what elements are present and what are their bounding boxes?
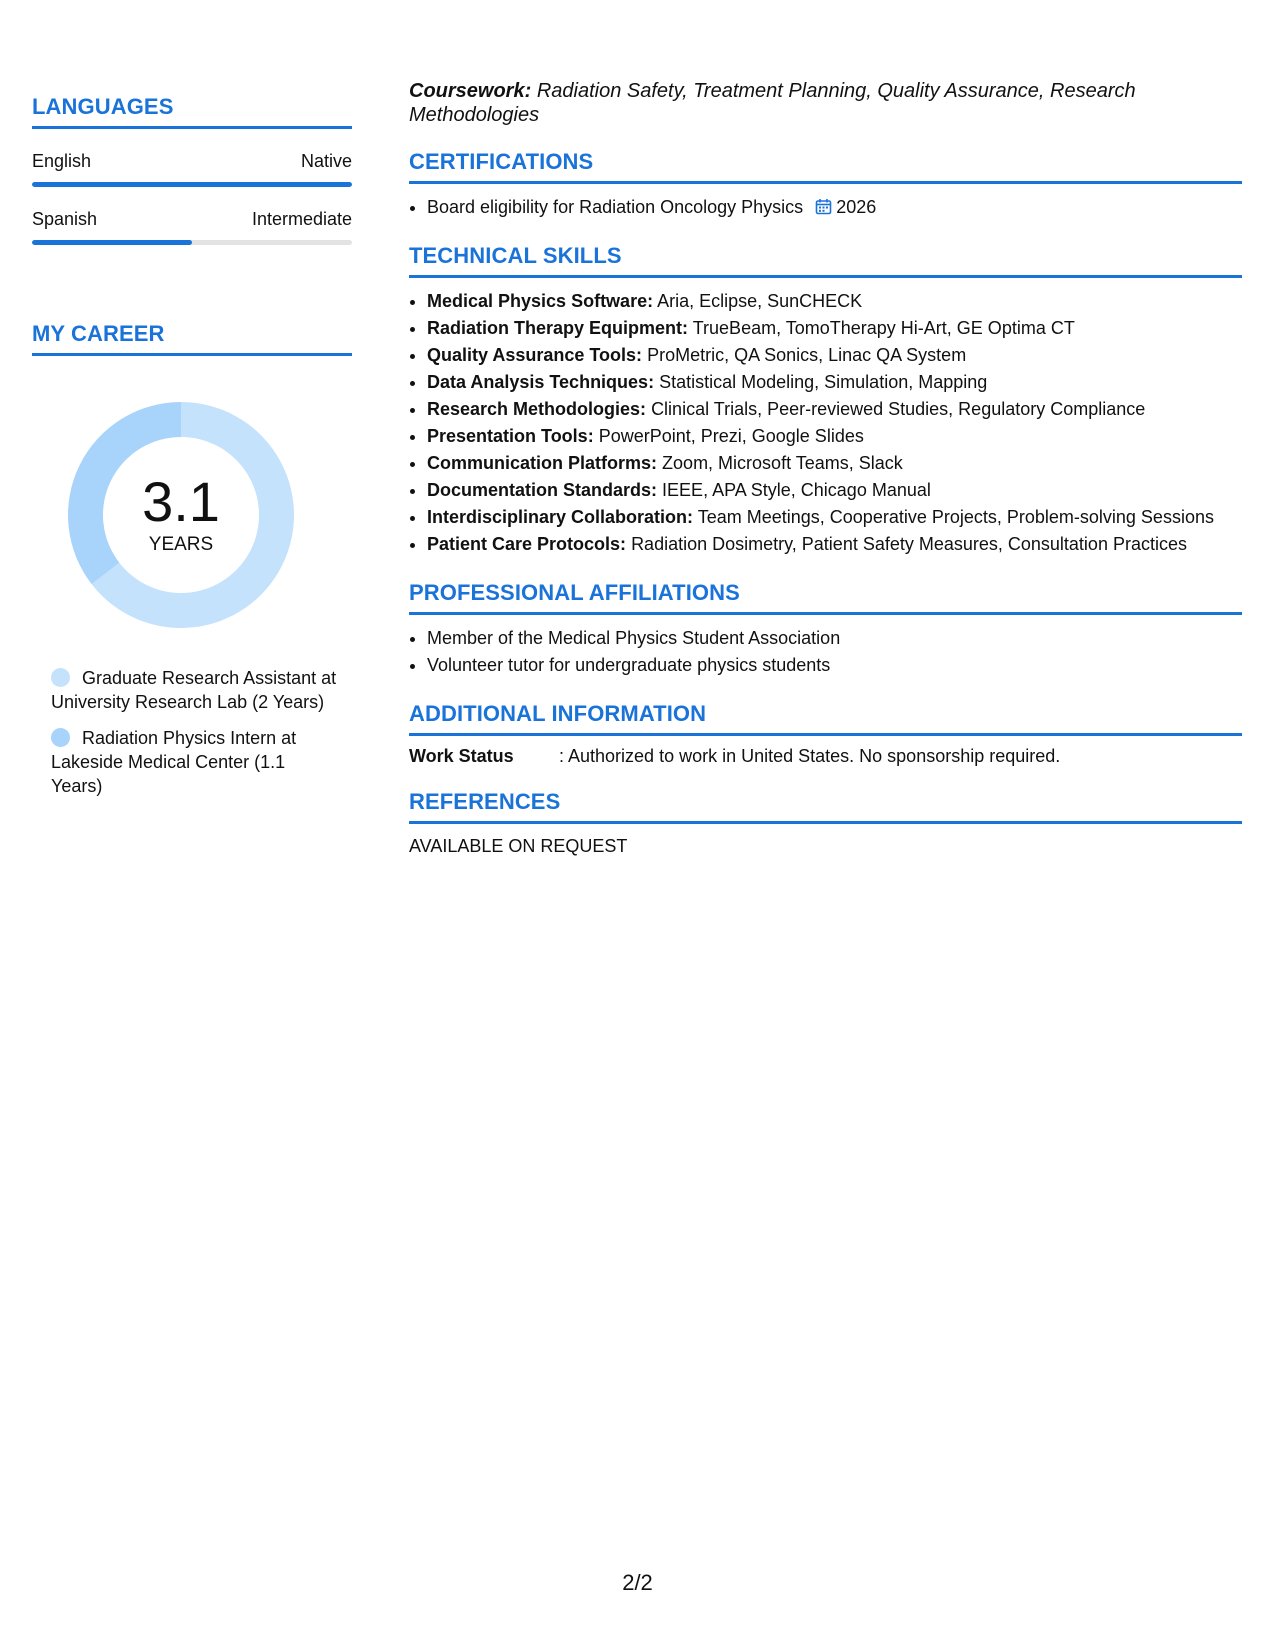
- skill-value: IEEE, APA Style, Chicago Manual: [662, 480, 931, 500]
- languages-heading: LANGUAGES: [32, 94, 352, 129]
- right-column: [409, 79, 1242, 857]
- skills-list: [409, 288, 1242, 558]
- skill-value: TrueBeam, TomoTherapy Hi-Art, GE Optima CT: [692, 318, 1075, 338]
- career-total-years: 3.1: [142, 470, 220, 533]
- career-donut-chart: [66, 400, 296, 630]
- coursework-label: Coursework:: [409, 80, 532, 102]
- career-legend: [51, 666, 341, 798]
- left-column: [32, 94, 352, 810]
- certifications-section: [409, 149, 1242, 221]
- legend-item: [51, 726, 341, 798]
- legend-dot-icon: [51, 728, 70, 747]
- language-proficiency-bar: [32, 240, 352, 245]
- skill-value: Team Meetings, Cooperative Projects, Problem-solving Sessions: [697, 507, 1214, 527]
- language-name: English: [32, 151, 92, 171]
- skills-section: [409, 243, 1242, 558]
- page-number: 2/2: [622, 1570, 653, 1595]
- list-item: • Member of the Medical Physics Student Association: [427, 625, 1242, 652]
- skill-value: Radiation Dosimetry, Patient Safety Measures, Consultation Practices: [631, 534, 1187, 554]
- skill-value: Clinical Trials, Peer-reviewed Studies, Regulatory Compliance: [651, 399, 1146, 419]
- skill-label: Interdisciplinary Collaboration:: [427, 507, 694, 527]
- skill-label: Communication Platforms:: [427, 453, 658, 473]
- references-text: AVAILABLE ON REQUEST: [409, 836, 628, 856]
- list-item: [427, 288, 1242, 315]
- legend-dot-icon: [51, 668, 70, 687]
- list-item: • Volunteer tutor for undergraduate physics students: [427, 652, 1242, 679]
- skill-label: Data Analysis Techniques:: [427, 372, 655, 392]
- additional-info-heading: ADDITIONAL INFORMATION: [409, 701, 1242, 736]
- list-item: [427, 396, 1242, 423]
- skills-heading: TECHNICAL SKILLS: [409, 243, 1242, 278]
- list-item: [427, 423, 1242, 450]
- language-proficiency-fill: [32, 240, 192, 245]
- list-item: [427, 531, 1242, 558]
- language-level: Intermediate: [251, 209, 352, 229]
- skill-label: Radiation Therapy Equipment:: [427, 318, 689, 338]
- coursework: [409, 79, 1242, 127]
- skill-value: Zoom, Microsoft Teams, Slack: [662, 453, 903, 473]
- skill-value: Aria, Eclipse, SunCHECK: [657, 291, 863, 311]
- skill-label: Research Methodologies:: [427, 399, 647, 419]
- list-item: [427, 477, 1242, 504]
- references-section: [409, 789, 1242, 857]
- skill-value: PowerPoint, Prezi, Google Slides: [598, 426, 864, 446]
- skill-label: Presentation Tools:: [427, 426, 594, 446]
- skill-label: Medical Physics Software:: [427, 291, 654, 311]
- legend-item: [51, 666, 341, 714]
- work-status-label: Work Status: [409, 746, 514, 766]
- career-heading: MY CAREER: [32, 321, 352, 356]
- legend-label: Graduate Research Assistant at University Research Lab (2 Years): [51, 668, 337, 712]
- career-total-unit: YEARS: [148, 534, 214, 555]
- work-status-row: [409, 746, 1242, 767]
- language-proficiency-fill: [32, 182, 352, 187]
- additional-info-section: [409, 701, 1242, 767]
- list-item: [427, 194, 1242, 221]
- list-item: [427, 342, 1242, 369]
- calendar-icon: [815, 198, 832, 215]
- list-item: [427, 315, 1242, 342]
- legend-label: Radiation Physics Intern at Lakeside Medical Center (1.1 Years): [51, 728, 297, 796]
- language-english: [32, 151, 352, 187]
- affiliations-section: [409, 580, 1242, 679]
- skill-value: Statistical Modeling, Simulation, Mapping: [659, 372, 988, 392]
- certifications-heading: CERTIFICATIONS: [409, 149, 1242, 184]
- certification-text: Board eligibility for Radiation Oncology Physics: [427, 197, 804, 217]
- list-item: [427, 450, 1242, 477]
- language-name: Spanish: [32, 209, 98, 229]
- language-level: Native: [300, 151, 352, 171]
- skill-label: Documentation Standards:: [427, 480, 658, 500]
- donut-center: [66, 400, 296, 630]
- language-proficiency-bar: [32, 182, 352, 187]
- skill-label: Quality Assurance Tools:: [427, 345, 643, 365]
- affiliations-heading: PROFESSIONAL AFFILIATIONS: [409, 580, 1242, 615]
- work-status-value: : Authorized to work in United States. No sponsorship required.: [559, 746, 1061, 766]
- references-heading: REFERENCES: [409, 789, 1242, 824]
- coursework-text: Radiation Safety, Treatment Planning, Quality Assurance, Research Methodologies: [409, 80, 1136, 126]
- skill-label: Patient Care Protocols:: [427, 534, 627, 554]
- certification-date: 2026: [836, 197, 877, 217]
- list-item: [427, 369, 1242, 396]
- language-spanish: [32, 209, 352, 245]
- list-item: [427, 504, 1242, 531]
- skill-value: ProMetric, QA Sonics, Linac QA System: [647, 345, 967, 365]
